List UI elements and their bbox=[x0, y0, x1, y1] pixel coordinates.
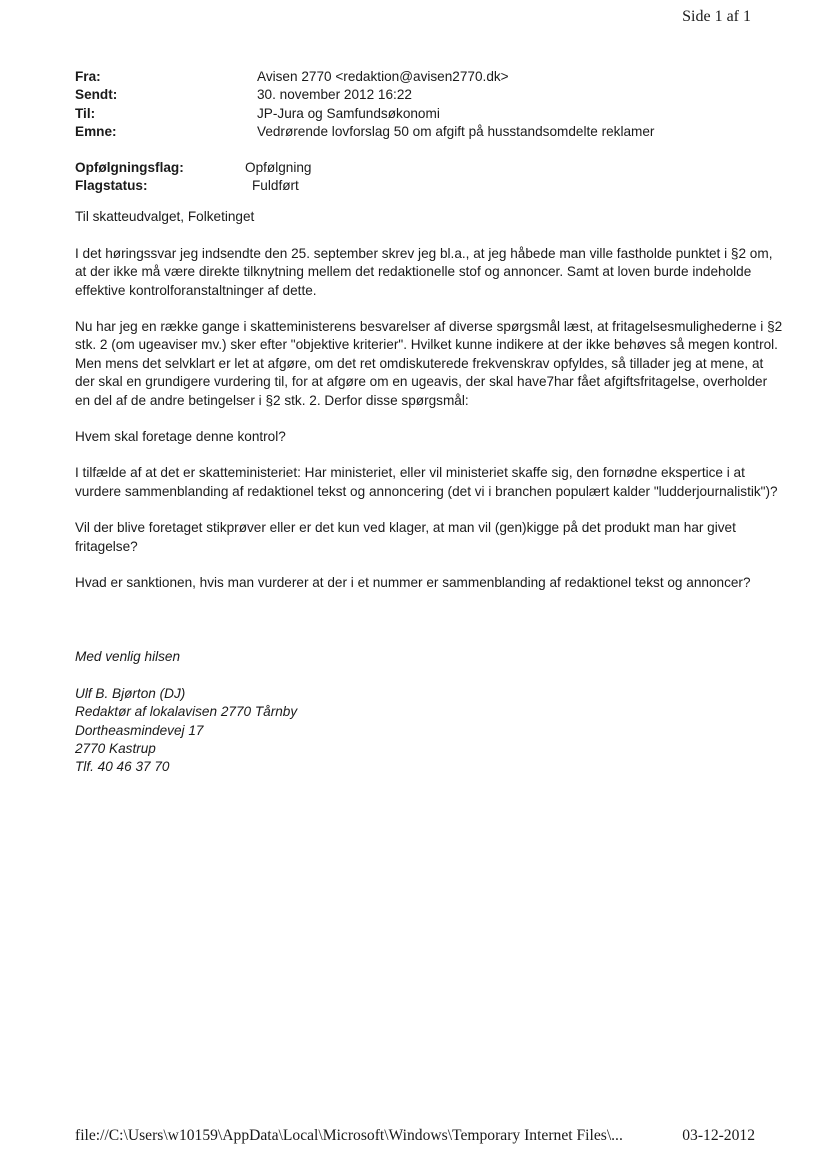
footer-date: 03-12-2012 bbox=[682, 1127, 755, 1144]
subject-value: Vedrørende lovforslag 50 om afgift på husstandsomdelte reklamer bbox=[257, 124, 655, 140]
body-paragraph-2: Nu har jeg en række gange i skatteministerens besvarelser af diverse spørgsmål læst, at fritagelsesmulighederne i §2 stk. 2 (om ugeaviser mv.) sker efter "objektive kriterier". Hvilket kunne indikere at der ikke behøves så megen kontrol. Men mens det selvklart er let at afgøre, om det ret omdiskuterede frekvenskrav opfyldes, så tillader jeg at mene, at der skal en grundigere vurdering til, for at afgøre om en ugeavis, der skal have7har fået afgiftsfritagelse, overholder en del af de andre betingelser i §2 stk. 2. Derfor disse spørgsmål: bbox=[75, 318, 783, 408]
followup-value: Opfølgning bbox=[245, 159, 312, 175]
from-value: Avisen 2770 <redaktion@avisen2770.dk> bbox=[257, 69, 509, 84]
header-followup-flag bbox=[75, 159, 785, 177]
header-sent bbox=[75, 86, 785, 104]
closing: Med venlig hilsen bbox=[75, 649, 181, 665]
flagstatus-value: Fuldført bbox=[252, 177, 299, 193]
signature-title: Redaktør af lokalavisen 2770 Tårnby bbox=[75, 704, 298, 720]
body-paragraph-4: I tilfælde af at det er skatteministeriet: Har ministeriet, eller vil ministeriet skaffe sig, den fornødne ekspertice i at vurdere sammenblanding af redaktionel tekst og annoncering (det vi i branchen populært kalder "ludderjournalistik")? bbox=[75, 465, 778, 499]
sent-value: 30. november 2012 16:22 bbox=[257, 87, 412, 103]
subject-label: Emne: bbox=[75, 124, 117, 140]
email-document bbox=[75, 68, 785, 777]
from-label: Fra: bbox=[75, 69, 101, 84]
header-from bbox=[75, 68, 785, 86]
page-number: Side 1 af 1 bbox=[682, 8, 751, 25]
flagstatus-label: Flagstatus: bbox=[75, 177, 148, 193]
body-paragraph-1: I det høringssvar jeg indsendte den 25. september skrev jeg bl.a., at jeg håbede man ville fastholde punktet i §2 om, at der ikke må være direkte tilknytning mellem det redaktionelle stof og annoncer. Samt at loven burde indeholde effektive kontrolforanstaltninger af dette. bbox=[75, 245, 773, 298]
header-subject bbox=[75, 123, 785, 141]
body-paragraph-5: Vil der blive foretaget stikprøver eller er det kun ved klager, at man vil (gen)kigge på det produkt man har givet fritagelse? bbox=[75, 520, 736, 554]
signature-name: Ulf B. Bjørton (DJ) bbox=[75, 685, 186, 701]
followup-label: Opfølgningsflag: bbox=[75, 159, 184, 175]
header-to bbox=[75, 105, 785, 123]
salutation: Til skatteudvalget, Folketinget bbox=[75, 209, 255, 225]
body-paragraph-6: Hvad er sanktionen, hvis man vurderer at der i et nummer er sammenblanding af redaktionel tekst og annoncer? bbox=[75, 575, 751, 591]
signature-city: 2770 Kastrup bbox=[75, 741, 156, 757]
sent-label: Sendt: bbox=[75, 87, 118, 103]
to-value: JP-Jura og Samfundsøkonomi bbox=[257, 105, 440, 121]
to-label: Til: bbox=[75, 105, 96, 121]
signature-block bbox=[75, 685, 785, 777]
footer-file-path: file://C:\Users\w10159\AppData\Local\Microsoft\Windows\Temporary Internet Files\... bbox=[75, 1127, 623, 1144]
signature-phone: Tlf. 40 46 37 70 bbox=[75, 759, 170, 775]
header-flag-status bbox=[75, 177, 785, 195]
print-footer bbox=[75, 1127, 755, 1145]
body-paragraph-3: Hvem skal foretage denne kontrol? bbox=[75, 429, 286, 444]
signature-street: Dortheasmindevej 17 bbox=[75, 722, 204, 738]
